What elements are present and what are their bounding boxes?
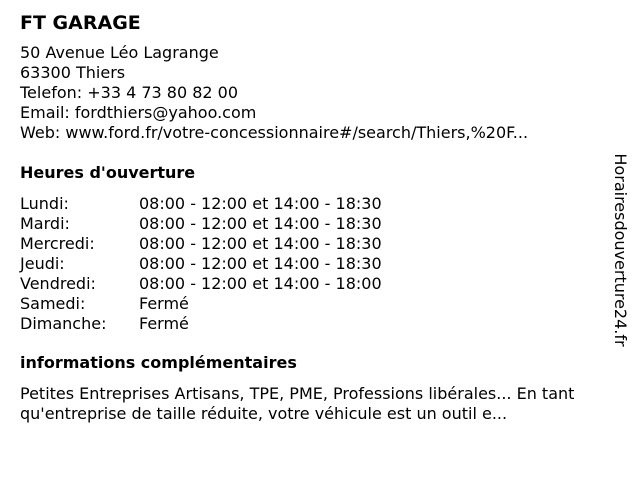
time-value: 08:00 - 12:00 et 14:00 - 18:00 (139, 274, 382, 293)
watermark (600, 135, 640, 365)
phone: Telefon: +33 4 73 80 82 00 (20, 83, 239, 102)
day-label: Samedi: (20, 294, 86, 313)
opening-hours (20, 194, 382, 334)
hours-row-dimanche (20, 314, 189, 334)
hours-row-lundi (20, 194, 382, 214)
time-value: 08:00 - 12:00 et 14:00 - 18:30 (139, 254, 382, 273)
day-label: Lundi: (20, 194, 69, 213)
city: 63300 Thiers (20, 63, 126, 82)
day-label: Mercredi: (20, 234, 95, 253)
info-heading: informations complémentaires (20, 353, 297, 372)
business-name: FT GARAGE (20, 12, 141, 34)
day-label: Jeudi: (20, 254, 65, 273)
hours-row-jeudi (20, 254, 382, 274)
hours-row-mardi (20, 214, 382, 234)
hours-row-samedi (20, 294, 189, 314)
watermark-text: Horairesdouverture24.fr (611, 153, 630, 347)
time-value: 08:00 - 12:00 et 14:00 - 18:30 (139, 194, 382, 213)
website: Web: www.ford.fr/votre-concessionnaire#/search/Thiers,%20F... (20, 123, 529, 142)
info-description: Petites Entreprises Artisans, TPE, PME, Professions libérales... En tant qu'entreprise de taille réduite, votre véhicule est un outil e... (20, 384, 575, 423)
time-value: 08:00 - 12:00 et 14:00 - 18:30 (139, 214, 382, 233)
contact-block (20, 43, 528, 143)
hours-row-vendredi (20, 274, 382, 294)
time-value: Fermé (139, 314, 189, 333)
time-value: Fermé (139, 294, 189, 313)
day-label: Dimanche: (20, 314, 107, 333)
day-label: Mardi: (20, 214, 70, 233)
hours-heading: Heures d'ouverture (20, 163, 196, 182)
street-address: 50 Avenue Léo Lagrange (20, 43, 219, 62)
hours-row-mercredi (20, 234, 382, 254)
day-label: Vendredi: (20, 274, 96, 293)
email: Email: fordthiers@yahoo.com (20, 103, 257, 122)
time-value: 08:00 - 12:00 et 14:00 - 18:30 (139, 234, 382, 253)
